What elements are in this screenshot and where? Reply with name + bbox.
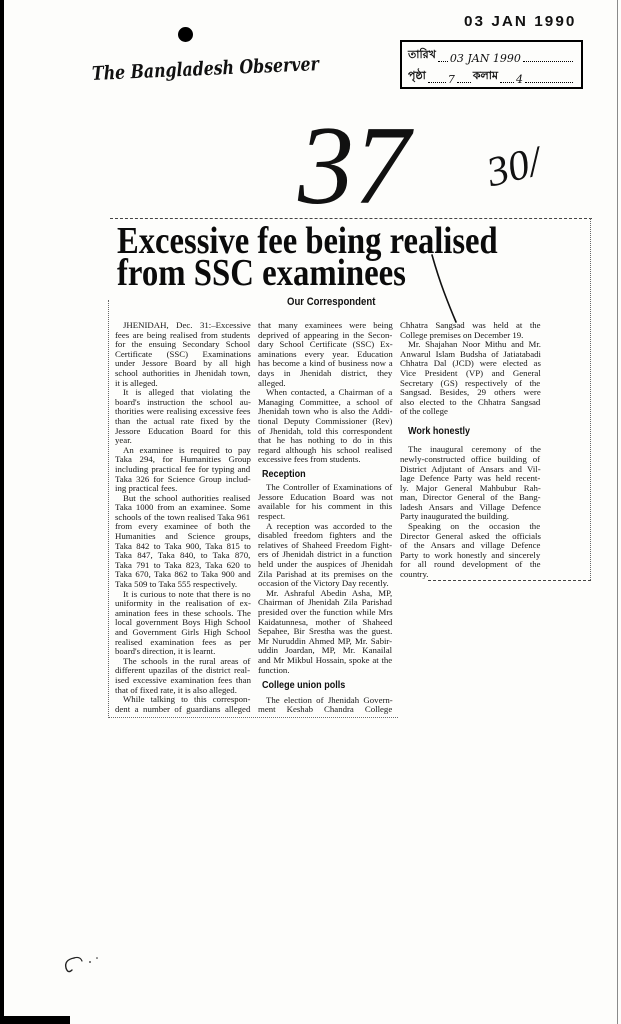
line-text: fees are being realised from students — [115, 329, 251, 340]
stamp-dotted-leader — [438, 59, 448, 62]
line-text: for all round development of the — [400, 559, 541, 570]
subheading-text: Work honestly — [408, 425, 471, 438]
line-text: Chhatra Dal (JCD) were elected as — [400, 358, 541, 369]
line-text: Taka 509 to Taka 555 respectively. — [115, 579, 238, 590]
paragraph — [115, 494, 251, 590]
line-text: realised examination fees as per — [115, 636, 251, 647]
paragraph — [258, 321, 393, 388]
punch-hole-dot — [178, 27, 193, 42]
byline-text: Our Correspondent — [287, 296, 376, 308]
line-text: school authorities in Jhenidah town, — [115, 367, 251, 378]
line-text: and Government Girls High School — [115, 627, 251, 637]
line-text: Mr Nuruddin Ahmed MP, Mr. Sabir- — [258, 635, 393, 646]
line-text: Jessore Education Board was not — [258, 491, 393, 502]
line-text: Jhenidah town who is also the Addi- — [258, 406, 393, 417]
line-text: Taka 842 to Taka 900, Taka 815 to — [115, 540, 251, 551]
line-text: Speaking on the occasion the — [408, 521, 541, 532]
stamp-dotted-leader — [500, 80, 514, 83]
text-line — [258, 705, 393, 715]
line-text: held under the auspices of Jhenidah — [258, 559, 393, 570]
paragraph — [258, 522, 393, 589]
line-text: available for his comment in this — [258, 501, 393, 512]
line-text: Sepahee, Bir Srestha was the guest. — [258, 626, 393, 637]
line-text: ised excessive examination fees than — [115, 674, 251, 685]
line-text: different upazilas of the district real- — [115, 665, 251, 676]
line-text: Chairman of Jhenidah Zila Parishad — [258, 597, 393, 608]
paragraph — [115, 321, 251, 388]
scan-edge-right — [617, 0, 618, 1024]
text-line — [115, 427, 251, 437]
paragraph — [258, 589, 393, 675]
line-text: of the Ansars and village Defence — [400, 540, 541, 551]
line-text: also elected to the Chhatra Sangsad — [400, 396, 541, 407]
line-text: Vice President (VP) and General — [400, 367, 541, 378]
stamp-date-row — [408, 44, 575, 65]
line-text: It is curious to note that there is no — [123, 588, 251, 599]
line-text: It is alleged that violating the — [123, 387, 251, 398]
line-text: disabled freedom fighters and the — [258, 530, 393, 541]
line-text: Taka 326 for Science Group includ- — [115, 473, 251, 484]
line-text: than the actual rate fixed by the — [115, 415, 251, 426]
line-text: Anwarul Islam Budsha of Jatiatabadi — [400, 348, 541, 359]
paragraph — [400, 445, 541, 522]
paragraph — [115, 388, 251, 446]
stamp-date-value: 03 JAN 1990 — [449, 52, 521, 65]
line-text: deprived of appearing in the Secon- — [258, 329, 393, 340]
line-text: excessive fees from students. — [258, 454, 361, 465]
line-text: ladesh Ansars and Village Defence — [400, 501, 541, 512]
subheading — [258, 465, 393, 483]
line-text: Taka 1000 from an examinee. Some — [115, 502, 251, 513]
line-text: dent a number of guardians alleged — [115, 703, 251, 714]
line-text: tional Deputy Commissioner (Rev) — [258, 415, 393, 426]
paragraph — [258, 483, 393, 521]
paragraph — [258, 696, 393, 715]
line-text: occasion of the Victory Day recently. — [258, 578, 389, 589]
line-text: lage Defence Party was held recent- — [400, 473, 541, 484]
line-text: has become a kind of business now a — [258, 358, 393, 369]
subheading — [258, 675, 393, 695]
line-text: Humanities and Science groups, — [115, 531, 251, 542]
scan-edge-corner — [0, 1016, 70, 1024]
line-text: man, Director General of the Bang- — [400, 492, 541, 503]
text-line — [115, 705, 251, 715]
pen-stroke-icon — [426, 252, 466, 326]
paragraph — [115, 695, 251, 714]
line-text: country. — [400, 569, 429, 580]
stamp-page-row — [408, 65, 575, 86]
clipping-cut-line-bottom — [108, 717, 398, 718]
line-text: The election of Jhenidah Govern- — [266, 694, 393, 705]
line-text: Secretary (GS) respectively of the — [400, 377, 541, 388]
line-text: presided over the function while Mrs — [258, 607, 393, 618]
line-text: thorities were realising excessive fees — [115, 406, 251, 417]
paragraph — [400, 321, 541, 340]
stamp-dotted-leader — [523, 59, 573, 62]
line-text: ly. Major General Mahbubur Rah- — [400, 482, 541, 493]
line-text: District Adjutant of Ansars and Vil- — [400, 463, 541, 474]
text-line — [258, 455, 393, 465]
text-line — [258, 666, 393, 676]
article-column-3 — [400, 321, 541, 580]
line-text: JHENIDAH, Dec. 31:–Excessive — [123, 320, 251, 330]
headline-text: Excessive fee being realised — [117, 220, 498, 262]
line-text: Zila Parishad at its premises on the — [258, 568, 393, 579]
line-text: that of fixed rate, it is also alleged. — [115, 684, 237, 695]
line-text: and Mr Mikbul Hossain, spoke at the — [258, 654, 393, 665]
line-text: board's direction, it is learnt. — [115, 646, 216, 657]
stamp-dotted-leader — [525, 80, 573, 83]
clipping-cut-line-right — [590, 218, 591, 580]
line-text: Taka 294, for Humanities Group — [115, 454, 251, 465]
line-text: regard although his school realised — [258, 444, 393, 455]
line-text: dary School Certificate (SSC) Ex- — [258, 339, 393, 350]
line-text: for the ensuing Secondary School — [115, 339, 251, 350]
line-text: that many examinees were being — [258, 320, 393, 330]
clipping-cut-line-column-3 — [428, 580, 591, 581]
line-text: of the college — [400, 406, 448, 417]
clipping-cut-line-left — [108, 300, 109, 716]
line-text: relatives of Shaheed Freedom Fight- — [258, 539, 392, 550]
stamp-page-value: 7 — [447, 73, 455, 86]
headline-line-2 — [117, 254, 406, 292]
article-column-2 — [258, 321, 393, 715]
subheading-text: Reception — [262, 468, 306, 481]
line-text: local government Boys High School — [115, 617, 251, 628]
line-text: ment Keshab Chandra College — [258, 704, 393, 715]
article-column-1 — [115, 321, 251, 714]
headline-text: from SSC examinees — [117, 252, 406, 294]
line-text: Director General asked the officials — [400, 530, 541, 541]
line-text: amination fees in these schools. The — [115, 607, 251, 618]
line-text: under Jessore Board by all high — [115, 358, 251, 369]
stamp-dotted-leader — [428, 80, 446, 83]
pen-scribble-icon — [60, 952, 106, 976]
line-text: Kaidatunnesa, mother of Shaheed — [258, 616, 393, 627]
line-text: alleged. — [258, 377, 286, 388]
line-text: Chhatra Sangsad was held at the — [400, 320, 541, 330]
line-text: it is alleged. — [115, 377, 158, 388]
line-text: The schools in the rural areas of — [123, 655, 251, 666]
line-text: aminations every year. Education — [258, 348, 393, 359]
line-text: including practical fee for typing and — [115, 463, 251, 474]
line-text: of Jhenidah, told this correspondent — [258, 425, 393, 436]
stamp-column-label: কলাম — [472, 69, 499, 82]
paragraph — [115, 590, 251, 657]
byline — [287, 296, 375, 308]
newspaper-masthead — [91, 51, 319, 87]
paragraph — [258, 388, 393, 465]
line-text: While talking to this correspon- — [123, 694, 251, 705]
scan-edge-left — [0, 0, 4, 1024]
line-text: respect. — [258, 511, 286, 522]
paragraph — [400, 340, 541, 417]
line-text: Sangsad. Besides, 29 others were — [400, 387, 541, 398]
line-text: College premises on December 19. — [400, 329, 524, 340]
line-text: Party to work honestly and sincerely — [400, 549, 541, 560]
line-text: But the school authorities realised — [123, 492, 251, 503]
line-text: Mr. Ashraful Abedin Asha, MP, — [266, 587, 393, 598]
line-text: uniformity in the realisation of ex- — [115, 598, 251, 609]
line-text: ing practical fees. — [115, 483, 178, 494]
subheading-text: College union polls — [262, 679, 346, 692]
text-line — [400, 407, 541, 417]
handwritten-mark: 30/ — [482, 138, 546, 197]
paragraph — [115, 446, 251, 494]
line-text: Taka 791 to Taka 823, Taka 620 to — [115, 559, 251, 570]
line-text: newly-constructed office building of — [400, 453, 541, 464]
line-text: A reception was accorded to the — [266, 520, 393, 531]
line-text: ers of Jhenidah district in a function — [258, 549, 393, 560]
line-text: board's instruction the school au- — [115, 396, 251, 407]
line-text: that he has nothing to do in this — [258, 435, 393, 446]
line-text: uddin Joardan, MP, Mr. Kanailal — [258, 645, 393, 656]
paragraph — [115, 657, 251, 695]
masthead-text: The Bangladesh Observer — [91, 53, 320, 85]
line-text: An examinee is required to pay — [123, 444, 251, 455]
line-text: Certificate (SSC) Examinations — [115, 348, 251, 359]
stamp-column-value: 4 — [516, 73, 524, 86]
line-text: When contacted, a Chairman of a — [266, 387, 393, 398]
line-text: Party inaugurated the building. — [400, 511, 509, 522]
line-text: Taka 670, Taka 862 to Taka 900 and — [115, 569, 251, 580]
line-text: function. — [258, 664, 290, 675]
line-text: schools of the town realised Taka 961 — [115, 511, 251, 522]
subheading — [400, 417, 541, 445]
clipping-cut-line-top — [110, 218, 592, 219]
line-text: The inaugural ceremony of the — [408, 444, 541, 455]
stamp-page-label: পৃষ্ঠা — [408, 69, 426, 82]
stamp-date-label: তারিখ — [408, 48, 436, 61]
line-text: The Controller of Examinations of — [266, 482, 393, 493]
text-line — [400, 570, 541, 580]
line-text: Jessore Education Board for this — [115, 425, 251, 436]
line-text: from every examinee of both the — [115, 521, 251, 532]
received-date-stamp — [464, 13, 576, 31]
line-text: Managing Committee, a school of — [258, 396, 393, 407]
line-text: days in Jhenidah district, they — [258, 367, 393, 378]
line-text: Taka 847, Taka 840, to Taka 870, — [115, 550, 251, 561]
received-date-text: 03 JAN 1990 — [464, 13, 577, 30]
filing-stamp — [400, 40, 583, 89]
handwritten-file-number: 37 — [298, 104, 410, 228]
line-text: Mr. Shajahan Noor Mithu and Mr. — [408, 339, 541, 350]
line-text: year. — [115, 435, 132, 446]
stamp-dotted-leader — [457, 80, 471, 83]
paragraph — [400, 522, 541, 580]
